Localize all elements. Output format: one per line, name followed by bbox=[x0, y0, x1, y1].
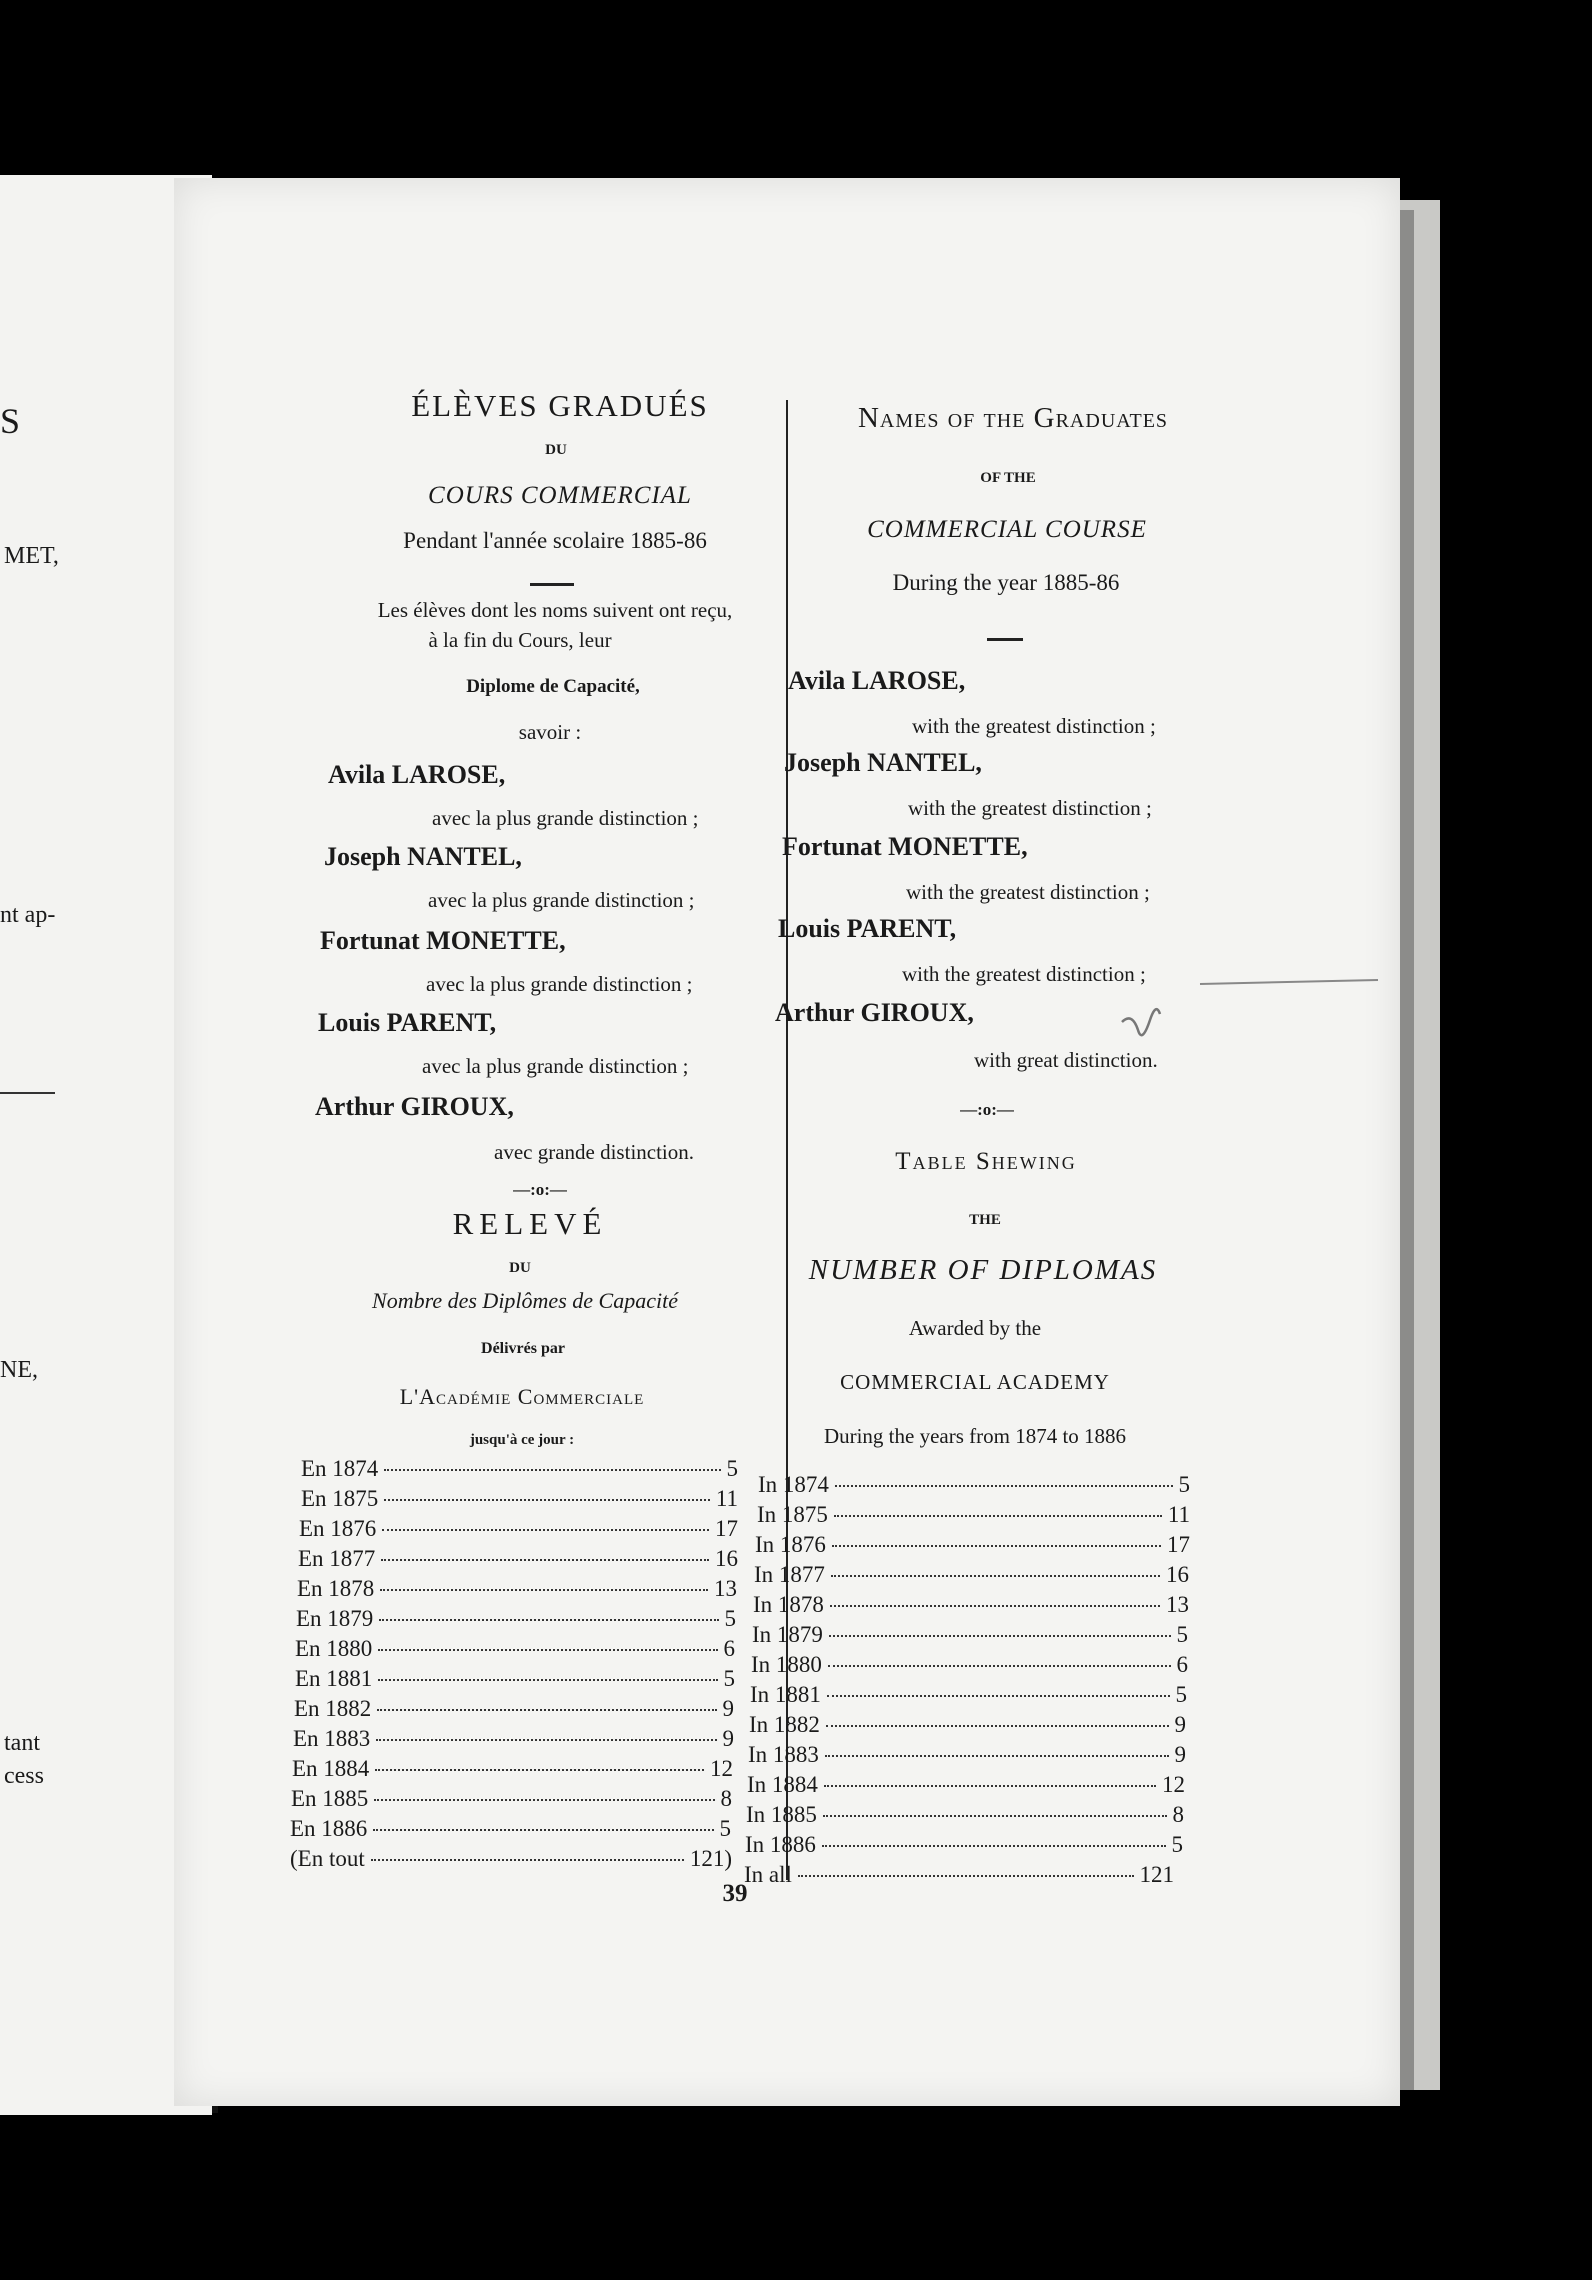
table-year: En 1881 bbox=[295, 1666, 373, 1691]
french-graduate-name: Louis PARENT, bbox=[318, 1008, 497, 1037]
english-graduate-name: Arthur GIROUX, bbox=[775, 998, 974, 1027]
short-rule bbox=[987, 638, 1023, 641]
french-intro-line2: à la fin du Cours, leur bbox=[428, 628, 612, 652]
table-count: 17 bbox=[715, 1516, 738, 1541]
english-title: Names of the Graduates bbox=[857, 402, 1169, 434]
table-row bbox=[758, 1472, 1190, 1498]
english-awarded: Awarded by the bbox=[908, 1316, 1042, 1340]
left-fragment: S bbox=[0, 401, 21, 441]
table-year: En 1875 bbox=[301, 1486, 379, 1511]
english-during: During the years from 1874 to 1886 bbox=[823, 1424, 1127, 1448]
french-graduate-distinction: avec la plus grande distinction ; bbox=[432, 806, 699, 830]
table-row bbox=[746, 1802, 1184, 1828]
french-graduate-distinction: avec la plus grande distinction ; bbox=[426, 972, 693, 996]
leader-dots bbox=[375, 1769, 704, 1771]
table-row bbox=[296, 1606, 736, 1632]
leader-dots bbox=[830, 1605, 1160, 1607]
table-row bbox=[298, 1546, 738, 1572]
table-total-label: In all bbox=[744, 1862, 792, 1887]
french-releve: RELEVÉ bbox=[452, 1206, 608, 1241]
table-count: 12 bbox=[1162, 1772, 1185, 1797]
table-year: En 1884 bbox=[292, 1756, 370, 1781]
leader-dots bbox=[828, 1665, 1171, 1667]
table-row bbox=[293, 1726, 734, 1752]
table-row bbox=[295, 1666, 735, 1692]
table-count: 5 bbox=[1178, 1472, 1190, 1497]
french-savoir: savoir : bbox=[518, 720, 582, 744]
table-row bbox=[745, 1832, 1183, 1858]
table-count: 17 bbox=[1167, 1532, 1190, 1557]
table-count: 5 bbox=[719, 1816, 731, 1841]
english-graduate-distinction: with the greatest distinction ; bbox=[908, 796, 1152, 820]
english-graduate-distinction: with the greatest distinction ; bbox=[902, 962, 1146, 986]
english-graduate-distinction: with the greatest distinction ; bbox=[912, 714, 1156, 738]
table-year: In 1886 bbox=[745, 1832, 816, 1857]
table-year: En 1880 bbox=[295, 1636, 373, 1661]
leader-dots bbox=[825, 1755, 1169, 1757]
table-year: In 1880 bbox=[751, 1652, 822, 1677]
left-fragment: MET, bbox=[4, 543, 59, 569]
table-row bbox=[757, 1502, 1190, 1528]
table-year: In 1882 bbox=[749, 1712, 820, 1737]
table-year: In 1878 bbox=[753, 1592, 824, 1617]
table-count: 5 bbox=[724, 1606, 736, 1631]
table-year: In 1875 bbox=[757, 1502, 828, 1527]
table-total-count: 121) bbox=[689, 1846, 732, 1871]
table-count: 9 bbox=[1174, 1742, 1186, 1767]
table-year: In 1885 bbox=[746, 1802, 817, 1827]
english-graduate-name: Fortunat MONETTE, bbox=[782, 832, 1028, 861]
french-separator: —:o:— bbox=[513, 1180, 567, 1199]
french-du: DU bbox=[545, 442, 567, 458]
table-count: 16 bbox=[715, 1546, 738, 1571]
french-jusqua: jusqu'à ce jour : bbox=[469, 1432, 575, 1448]
table-row-total bbox=[744, 1862, 1174, 1888]
table-count: 13 bbox=[1166, 1592, 1189, 1617]
table-row bbox=[301, 1456, 738, 1482]
french-du2: DU bbox=[509, 1260, 531, 1276]
table-row bbox=[301, 1486, 738, 1512]
left-rule bbox=[0, 1092, 55, 1094]
english-graduate-distinction: with great distinction. bbox=[974, 1048, 1158, 1072]
table-row bbox=[291, 1786, 732, 1812]
table-row bbox=[292, 1756, 733, 1782]
french-nombre: Nombre des Diplômes de Capacité bbox=[372, 1288, 678, 1313]
table-count: 9 bbox=[1174, 1712, 1186, 1737]
french-graduate-name: Arthur GIROUX, bbox=[315, 1092, 514, 1121]
leader-dots bbox=[831, 1575, 1160, 1577]
french-graduate-distinction: avec grande distinction. bbox=[494, 1140, 695, 1164]
french-graduate-distinction: avec la plus grande distinction ; bbox=[422, 1054, 689, 1078]
table-count: 5 bbox=[1176, 1622, 1188, 1647]
english-number: NUMBER OF DIPLOMAS bbox=[808, 1254, 1158, 1286]
leader-dots bbox=[826, 1725, 1169, 1727]
table-row bbox=[753, 1592, 1189, 1618]
table-row bbox=[754, 1562, 1189, 1588]
leader-dots bbox=[824, 1785, 1156, 1787]
table-count: 11 bbox=[1167, 1502, 1190, 1527]
table-year: In 1874 bbox=[758, 1472, 829, 1497]
french-course: COURS COMMERCIAL bbox=[428, 482, 692, 509]
english-graduate-distinction: with the greatest distinction ; bbox=[906, 880, 1150, 904]
english-graduate-name: Avila LAROSE, bbox=[788, 666, 966, 695]
leader-dots bbox=[798, 1875, 1134, 1877]
french-graduate-name: Joseph NANTEL, bbox=[324, 842, 522, 871]
table-count: 6 bbox=[1176, 1652, 1188, 1677]
leader-dots bbox=[381, 1559, 709, 1561]
table-count: 8 bbox=[1172, 1802, 1184, 1827]
leader-dots bbox=[834, 1515, 1162, 1517]
table-row bbox=[749, 1712, 1186, 1738]
english-table-title: Table Shewing bbox=[895, 1148, 1077, 1175]
leader-dots bbox=[379, 1619, 718, 1621]
left-fragment: tant bbox=[4, 1730, 40, 1756]
table-year: In 1877 bbox=[754, 1562, 825, 1587]
table-count: 9 bbox=[722, 1726, 734, 1751]
table-row bbox=[750, 1682, 1187, 1708]
leader-dots bbox=[823, 1815, 1167, 1817]
table-row bbox=[747, 1772, 1185, 1798]
english-course: COMMERCIAL COURSE bbox=[867, 516, 1147, 543]
table-count: 6 bbox=[723, 1636, 735, 1661]
table-count: 5 bbox=[726, 1456, 738, 1481]
left-fragment: NE, bbox=[0, 1357, 38, 1383]
table-count: 5 bbox=[1175, 1682, 1187, 1707]
left-fragment: cess bbox=[4, 1763, 44, 1789]
french-graduate-name: Fortunat MONETTE, bbox=[320, 926, 566, 955]
leader-dots bbox=[835, 1485, 1173, 1487]
table-year: En 1886 bbox=[290, 1816, 368, 1841]
french-delivres: Délivrés par bbox=[481, 1340, 565, 1357]
english-of-the: OF THE bbox=[980, 470, 1036, 486]
french-graduate-distinction: avec la plus grande distinction ; bbox=[428, 888, 695, 912]
table-row bbox=[748, 1742, 1186, 1768]
english-the: THE bbox=[969, 1212, 1001, 1228]
table-row bbox=[755, 1532, 1190, 1558]
leader-dots bbox=[380, 1589, 708, 1591]
leader-dots bbox=[384, 1499, 710, 1501]
table-row-total bbox=[290, 1846, 732, 1872]
table-year: En 1878 bbox=[297, 1576, 375, 1601]
table-count: 8 bbox=[720, 1786, 732, 1811]
leader-dots bbox=[822, 1845, 1166, 1847]
table-total-label: (En tout bbox=[290, 1846, 365, 1871]
table-row bbox=[290, 1816, 731, 1842]
english-academy: COMMERCIAL ACADEMY bbox=[840, 1370, 1110, 1394]
table-count: 11 bbox=[715, 1486, 738, 1511]
table-count: 12 bbox=[710, 1756, 733, 1781]
english-graduate-name: Louis PARENT, bbox=[778, 914, 957, 943]
leader-dots bbox=[371, 1859, 684, 1861]
table-year: In 1884 bbox=[747, 1772, 818, 1797]
left-fragment: nt ap- bbox=[0, 902, 56, 928]
table-count: 5 bbox=[723, 1666, 735, 1691]
table-year: In 1881 bbox=[750, 1682, 821, 1707]
table-year: En 1877 bbox=[298, 1546, 376, 1571]
english-graduate-name: Joseph NANTEL, bbox=[784, 748, 982, 777]
french-year: Pendant l'année scolaire 1885-86 bbox=[403, 528, 707, 553]
french-title: ÉLÈVES GRADUÉS bbox=[411, 388, 709, 423]
table-year: En 1874 bbox=[301, 1456, 379, 1481]
french-diploma: Diplome de Capacité, bbox=[466, 676, 640, 697]
leader-dots bbox=[832, 1545, 1161, 1547]
table-year: In 1879 bbox=[752, 1622, 823, 1647]
table-year: En 1885 bbox=[291, 1786, 369, 1811]
table-total-count: 121 bbox=[1139, 1862, 1174, 1887]
table-row bbox=[297, 1576, 737, 1602]
table-count: 13 bbox=[714, 1576, 737, 1601]
table-year: En 1876 bbox=[299, 1516, 377, 1541]
table-year: En 1879 bbox=[296, 1606, 374, 1631]
table-year: En 1883 bbox=[293, 1726, 371, 1751]
table-count: 16 bbox=[1166, 1562, 1189, 1587]
table-row bbox=[299, 1516, 738, 1542]
leader-dots bbox=[376, 1739, 716, 1741]
table-row bbox=[295, 1636, 735, 1662]
table-count: 5 bbox=[1171, 1832, 1183, 1857]
leader-dots bbox=[378, 1679, 717, 1681]
english-year: During the year 1885-86 bbox=[892, 570, 1120, 595]
leader-dots bbox=[384, 1469, 720, 1471]
table-year: En 1882 bbox=[294, 1696, 372, 1721]
leader-dots bbox=[373, 1829, 713, 1831]
short-rule bbox=[530, 583, 574, 586]
french-graduate-name: Avila LAROSE, bbox=[328, 760, 506, 789]
table-year: In 1876 bbox=[755, 1532, 826, 1557]
table-year: In 1883 bbox=[748, 1742, 819, 1767]
table-row bbox=[751, 1652, 1188, 1678]
table-row bbox=[294, 1696, 734, 1722]
french-intro-line1: Les élèves dont les noms suivent ont reçu, bbox=[377, 598, 733, 622]
leader-dots bbox=[378, 1649, 717, 1651]
leader-dots bbox=[377, 1709, 716, 1711]
leader-dots bbox=[382, 1529, 709, 1531]
table-count: 9 bbox=[722, 1696, 734, 1721]
french-academie: L'Académie Commerciale bbox=[399, 1384, 645, 1409]
leader-dots bbox=[827, 1695, 1170, 1697]
english-separator: —:o:— bbox=[960, 1100, 1014, 1119]
page-number: 39 bbox=[722, 1880, 748, 1907]
leader-dots bbox=[829, 1635, 1171, 1637]
table-row bbox=[752, 1622, 1188, 1648]
leader-dots bbox=[374, 1799, 714, 1801]
pencil-mark bbox=[1120, 972, 1380, 1052]
